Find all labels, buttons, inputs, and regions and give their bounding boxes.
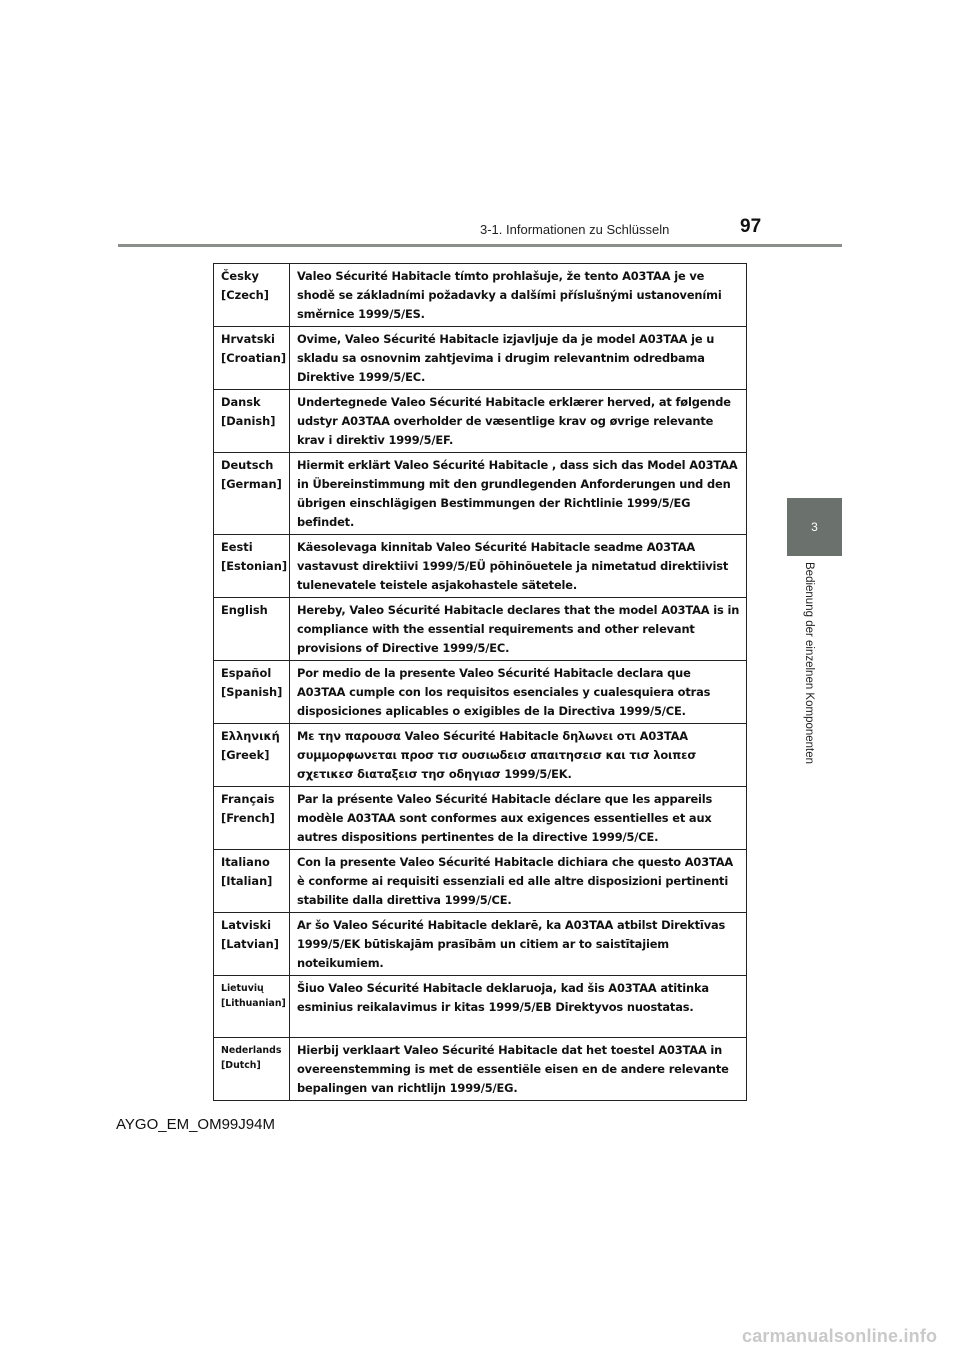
chapter-tab[interactable] [787,498,842,556]
language-name: English [221,603,268,617]
table-row [214,535,747,598]
declaration-text: Par la présente Valeo Sécurité Habitacle déclare que les appareils modèle A03TAA sont conformes aux exigences essentielles et aux autres dispositions pertinentes de la directive 1999/5/CE. [290,787,747,850]
language-name: Nederlands [221,1045,282,1056]
declaration-text: Με την παρουσα Valeo Sécurité Habitacle δηλωνει οτι A03TAA συμμορφωνεται προσ τισ ουσιωδεισ απαιτησεισ και τισ λοιπεσ σχετικεσ διαταξεισ τησ οδηγιασ 1999/5/ΕΚ. [290,724,747,787]
language-english-name: [Italian] [221,874,273,888]
language-english-name: [Greek] [221,748,270,762]
language-cell [214,598,290,661]
document-code: AYGO_EM_OM99J94M [116,1116,275,1133]
declaration-text: Ar šo Valeo Sécurité Habitacle deklarē, ka A03TAA atbilst Direktīvas 1999/5/EK būtiskajām prasībām un citiem ar to saistītajiem noteikumiem. [290,913,747,976]
language-name: Deutsch [221,458,274,472]
declaration-text: Undertegnede Valeo Sécurité Habitacle erklærer herved, at følgende udstyr A03TAA overholder de væsentlige krav og øvrige relevante krav i direktiv 1999/5/EF. [290,390,747,453]
language-cell [214,976,290,1038]
language-cell [214,453,290,535]
declaration-text: Hereby, Valeo Sécurité Habitacle declares that the model A03TAA is in compliance with the essential requirements and other relevant provisions of Directive 1999/5/EC. [290,598,747,661]
language-name: Dansk [221,395,261,409]
language-cell [214,535,290,598]
declaration-text: Käesolevaga kinnitab Valeo Sécurité Habitacle seadme A03TAA vastavust direktiivi 1999/5/EÜ põhinõuetele ja nimetatud direktiivist tulenevatele teistele asjakohastele sätetele. [290,535,747,598]
declaration-text: Hierbij verklaart Valeo Sécurité Habitacle dat het toestel A03TAA in overeenstemming is met de essentiële eisen en de andere relevante bepalingen van richtlijn 1999/5/EG. [290,1038,747,1101]
table-row [214,1038,747,1101]
language-cell [214,264,290,327]
table-row [214,598,747,661]
declaration-text: Por medio de la presente Valeo Sécurité Habitacle declara que A03TAA cumple con los requisitos esenciales y cualesquiera otras disposiciones aplicables o exigibles de la Directiva 1999/5/CE. [290,661,747,724]
language-name: Lietuvių [221,983,264,994]
table-row [214,264,747,327]
watermark-logo: carmanualsonline.info [742,1326,938,1346]
language-name: Español [221,666,272,680]
chapter-label: Bedienung der einzelnen Komponenten [803,562,815,765]
language-cell [214,327,290,390]
language-english-name: [Dutch] [221,1060,261,1071]
language-english-name: [German] [221,477,282,491]
language-name: Ελληνική [221,729,280,743]
table-row [214,787,747,850]
language-english-name: [Estonian] [221,559,288,573]
language-cell [214,661,290,724]
table-row [214,327,747,390]
table-row [214,661,747,724]
declaration-table [213,263,747,1101]
language-cell [214,850,290,913]
table-row [214,976,747,1038]
declaration-text: Valeo Sécurité Habitacle tímto prohlašuje, že tento A03TAA je ve shodě se základními požadavky a dalšími příslušnými ustanoveními směrnice 1999/5/ES. [290,264,747,327]
section-title: 3-1. Informationen zu Schlüsseln [480,222,670,237]
language-name: Česky [221,269,259,283]
declaration-text: Con la presente Valeo Sécurité Habitacle dichiara che questo A03TAA è conforme ai requisiti essenziali ed alle altre disposizioni pertinenti stabilite dalla direttiva 1999/5/CE. [290,850,747,913]
language-cell [214,1038,290,1101]
declaration-text: Hiermit erklärt Valeo Sécurité Habitacle , dass sich das Model A03TAA in Übereinstimmung mit den grundlegenden Anforderungen und den übrigen einschlägigen Bestimmungen der Richtlinie 1999/5/EG befindet. [290,453,747,535]
header-divider [118,244,842,247]
language-name: Italiano [221,855,270,869]
language-name: Eesti [221,540,253,554]
language-english-name: [Spanish] [221,685,283,699]
language-cell [214,787,290,850]
language-cell [214,724,290,787]
language-name: Hrvatski [221,332,275,346]
table-row [214,453,747,535]
language-cell [214,390,290,453]
language-name: Français [221,792,275,806]
table-row [214,724,747,787]
language-english-name: [Croatian] [221,351,287,365]
language-english-name: [Danish] [221,414,276,428]
declaration-text: Ovime, Valeo Sécurité Habitacle izjavljuje da je model A03TAA je u skladu sa osnovnim zahtjevima i drugim relevantnim odredbama Direktive 1999/5/EC. [290,327,747,390]
language-name: Latviski [221,918,271,932]
table-row [214,390,747,453]
page-number: 97 [740,216,762,237]
language-english-name: [Lithuanian] [221,998,286,1009]
table-row [214,913,747,976]
table-row [214,850,747,913]
language-english-name: [Czech] [221,288,269,302]
language-english-name: [French] [221,811,275,825]
declaration-text: Šiuo Valeo Sécurité Habitacle deklaruoja, kad šis A03TAA atitinka esminius reikalavimus ir kitas 1999/5/EB Direktyvos nuostatas. [290,976,747,1038]
language-cell [214,913,290,976]
chapter-number: 3 [811,520,818,534]
language-english-name: [Latvian] [221,937,279,951]
